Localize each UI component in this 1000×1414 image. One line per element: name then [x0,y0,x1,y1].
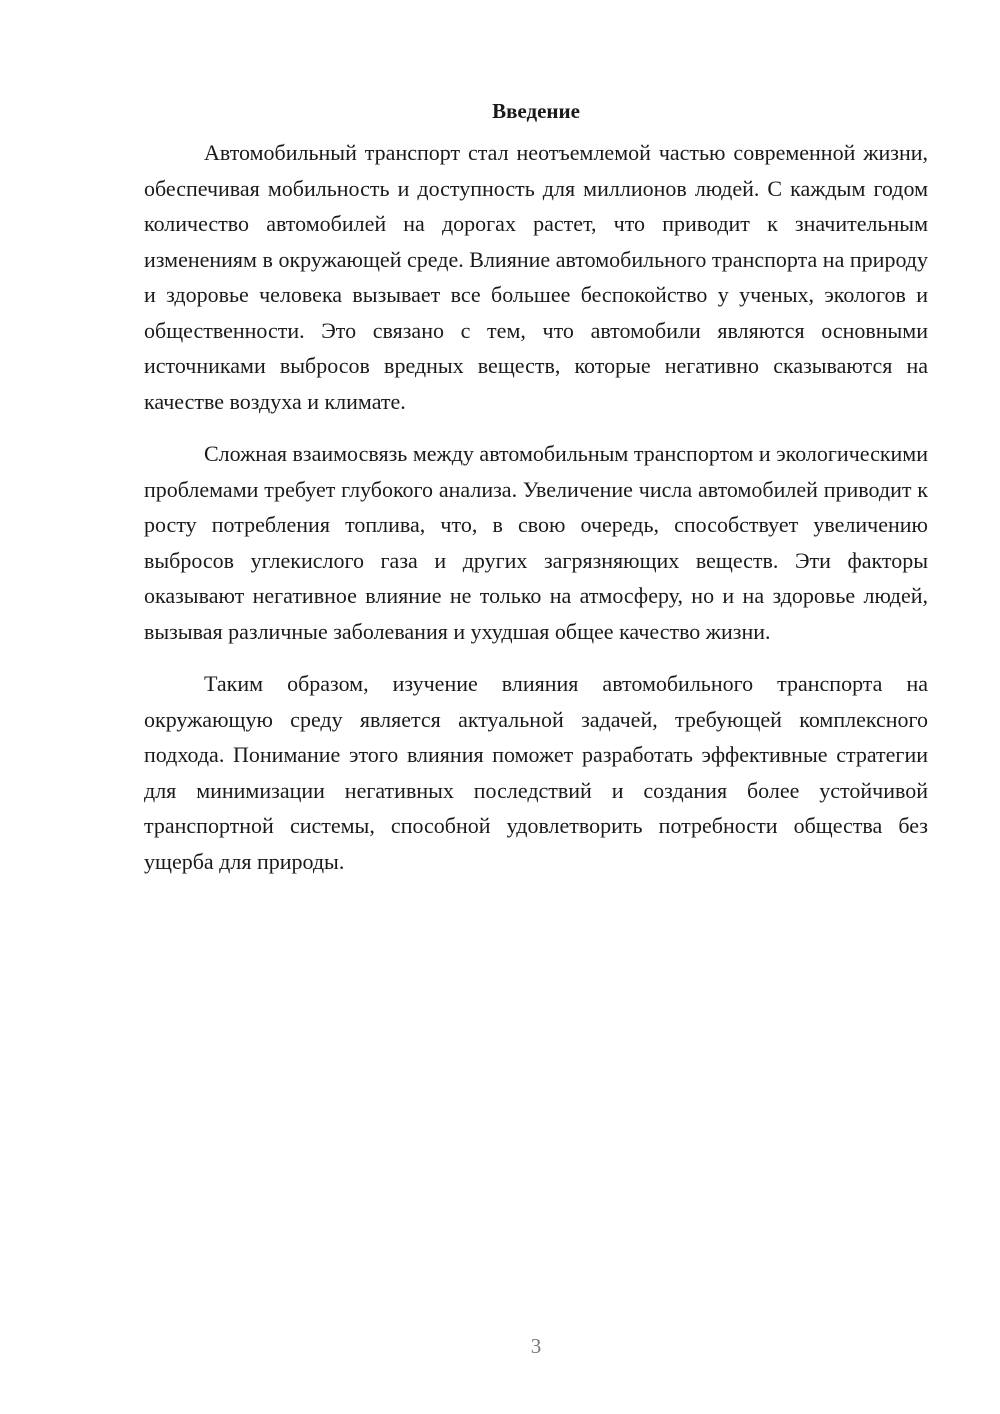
paragraph-1: Автомобильный транспорт стал неотъемлемой частью современной жизни, обеспечивая мобильность и доступность для миллионов людей. С каждым годом количество автомобилей на дорогах растет, что приводит к значительным изменениям в окружающей среде. Влияние автомобильного транспорта на природу и здоровье человека вызывает все большее беспокойство у ученых, экологов и общественности. Это связано с тем, что автомобили являются основными источниками выбросов вредных веществ, которые негативно сказываются на качестве воздуха и климате. [144,140,928,414]
paragraph-2: Сложная взаимосвязь между автомобильным транспортом и экологическими проблемами требует глубокого анализа. Увеличение числа автомобилей приводит к росту потребления топлива, что, в свою очередь, способствует увеличению выбросов углекислого газа и других загрязняющих веществ. Эти факторы оказывают негативное влияние не только на атмосферу, но и на здоровье людей, вызывая различные заболевания и ухудшая общее качество жизни. [144,441,928,644]
paragraph-3: Таким образом, изучение влияния автомобильного транспорта на окружающую среду является актуальной задачей, требующей комплексного подхода. Понимание этого влияния поможет разработать эффективные стратегии для минимизации негативных последствий и создания более устойчивой транспортной системы, способной удовлетворить потребности общества без ущерба для природы. [144,671,928,874]
section-heading: Введение [492,99,580,123]
page-content [144,95,928,896]
page-number: 3 [530,1334,542,1358]
